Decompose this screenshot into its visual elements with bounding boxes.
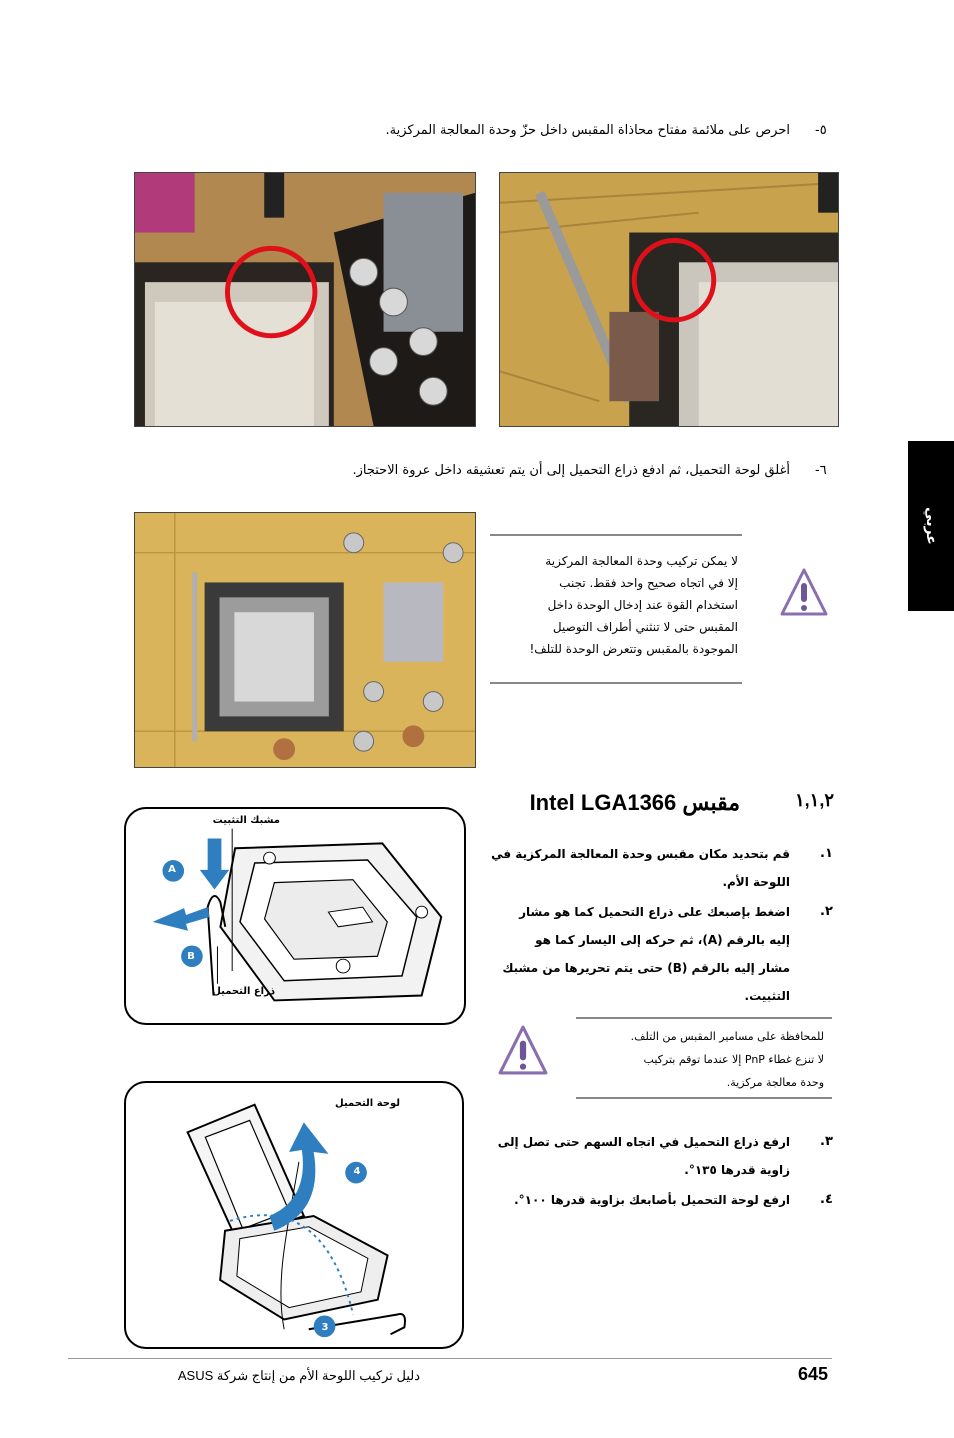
step3-line: ارفع ذراع التحميل في اتجاه السهم حتى تصل إلى bbox=[497, 1135, 790, 1149]
label-load-plate: لوحة التحميل bbox=[335, 1098, 400, 1109]
label-load-lever: ذراع التحميل bbox=[212, 986, 275, 997]
page-number: 645 bbox=[798, 1364, 829, 1384]
step3-number: .٣ bbox=[820, 1134, 833, 1149]
step1-text bbox=[470, 840, 790, 896]
caution1-line: لا يمكن تركيب وحدة المعالجة المركزية bbox=[545, 554, 738, 568]
badge-3: 3 bbox=[321, 1322, 329, 1333]
caution1-line: الموجودة بالمقبس وتتعرض الوحدة للتلف! bbox=[529, 642, 738, 656]
footer-divider bbox=[68, 1358, 832, 1359]
section-number: ١,١,٢ bbox=[795, 790, 835, 810]
arrow-left-icon bbox=[153, 907, 210, 931]
caution2-line: للمحافظة على مسامير المقبس من التلف. bbox=[630, 1030, 824, 1043]
step6-text: أغلق لوحة التحميل، ثم ادفع ذراع التحميل إلى أن يتم تعشيقه داخل عروة الاحتجاز. bbox=[352, 463, 790, 478]
footer-text: دليل تركيب اللوحة الأم من إنتاج شركة ASUS bbox=[177, 1368, 420, 1383]
caution1-line: إلا في اتجاه صحيح واحد فقط. تجنب bbox=[559, 576, 738, 590]
step3-text bbox=[470, 1128, 790, 1184]
language-tab-label: عربي bbox=[923, 507, 939, 545]
caution-box-1 bbox=[490, 534, 742, 684]
cpu-notch-photo-left bbox=[134, 172, 476, 427]
step2-line: إليه بالرقم (A)، ثم حركه إلى اليسار كما هو bbox=[535, 933, 790, 947]
cpu-notch-photo-right bbox=[499, 172, 839, 427]
lever-release-diagram bbox=[124, 807, 466, 1025]
step2-line: التثبيت. bbox=[744, 989, 790, 1003]
caution-box-2 bbox=[576, 1017, 832, 1099]
badge-4: 4 bbox=[353, 1166, 361, 1177]
step1-number: .١ bbox=[820, 846, 833, 861]
caution2-line: وحدة معالجة مركزية. bbox=[726, 1076, 824, 1089]
socket-closed-photo bbox=[134, 512, 476, 768]
step3-line: زاوية قدرها ١٣٥°. bbox=[684, 1163, 790, 1177]
section-title: مقبس Intel LGA1366 bbox=[529, 790, 740, 815]
badge-b: B bbox=[187, 951, 195, 962]
step2-line: مشار إليه بالرقم (B) حتى يتم تحريرها من مشبك bbox=[502, 961, 790, 975]
step2-number: .٢ bbox=[820, 904, 833, 919]
caution1-line: المقبس حتى لا تنثني أطراف التوصيل bbox=[552, 620, 738, 634]
step1-line: قم بتحديد مكان مقبس وحدة المعالجة المركزية في bbox=[491, 847, 790, 861]
step1-line: اللوحة الأم. bbox=[722, 875, 790, 889]
step5-text: احرص على ملائمة مفتاح محاذاة المقبس داخل حزّ وحدة المعالجة المركزية. bbox=[385, 123, 790, 138]
language-side-tab bbox=[908, 441, 954, 611]
arrow-down-icon bbox=[200, 838, 229, 889]
caution1-line: استخدام القوة عند إدخال الوحدة داخل bbox=[547, 598, 738, 612]
step2-text bbox=[470, 898, 790, 1010]
step2-line: اضغط بإصبعك على ذراع التحميل كما هو مشار bbox=[519, 905, 790, 919]
caution-icon bbox=[780, 567, 828, 617]
step4-number: .٤ bbox=[820, 1192, 833, 1207]
step5-number: -٥ bbox=[815, 123, 827, 138]
step6-number: -٦ bbox=[815, 463, 827, 478]
label-retention-clip: مشبك التثبيت bbox=[212, 815, 280, 826]
load-plate-diagram bbox=[124, 1081, 464, 1349]
caution2-line: لا تنزع غطاء PnP إلا عندما توقم بتركيب bbox=[643, 1053, 824, 1066]
badge-a: A bbox=[168, 864, 176, 875]
step4-text: ارفع لوحة التحميل بأصابعك بزاوية قدرها ١٠٠°. bbox=[514, 1193, 790, 1207]
caution-icon bbox=[497, 1024, 549, 1076]
